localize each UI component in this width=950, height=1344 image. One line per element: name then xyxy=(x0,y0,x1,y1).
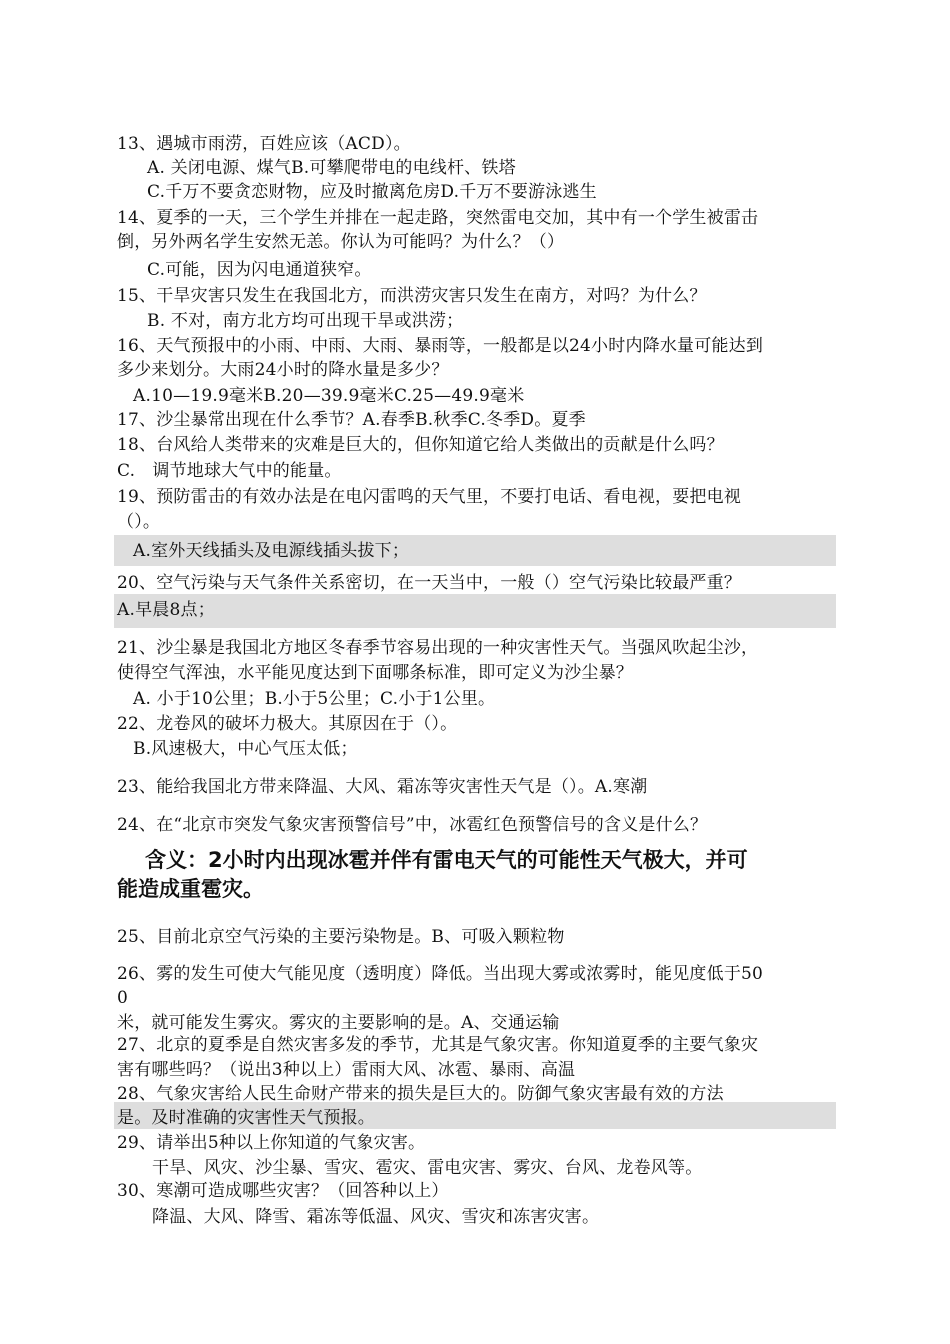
option-line: C.千万不要贪恋财物，应及时撤离危房D.千万不要游泳逃生 xyxy=(147,182,597,202)
question-21: 21、沙尘暴是我国北方地区冬春季节容易出现的一种灾害性天气。当强风吹起尘沙， xyxy=(117,638,759,658)
option-line: A.10—19.9毫米B.20—39.9毫米C.25—49.9毫米 xyxy=(133,386,525,406)
answer-line: A.早晨8点； xyxy=(117,600,215,620)
answer-line: C.可能，因为闪电通道狭窄。 xyxy=(147,260,372,280)
question-line: 使得空气浑浊，水平能见度达到下面哪条标准，即可定义为沙尘暴？ xyxy=(117,663,633,683)
answer-line: B.风速极大，中心气压太低； xyxy=(133,739,358,759)
question-line: 倒，另外两名学生安然无恙。你认为可能吗？为什么？（） xyxy=(117,232,565,252)
question-17: 17、沙尘暴常出现在什么季节？A.春季B.秋季C.冬季D。夏季 xyxy=(117,410,586,430)
question-20: 20、空气污染与天气条件关系密切，在一天当中，一般（）空气污染比较最严重？ xyxy=(117,573,742,593)
question-line: 多少来划分。大雨24小时的降水量是多少？ xyxy=(117,360,449,380)
question-29: 29、请举出5种以上你知道的气象灾害。 xyxy=(117,1133,426,1153)
answer-line: 是。及时准确的灾害性天气预报。 xyxy=(117,1108,375,1128)
question-13: 13、遇城市雨涝，百姓应该（ACD）。 xyxy=(117,134,411,154)
question-15: 15、干旱灾害只发生在我国北方，而洪涝灾害只发生在南方，对吗？为什么？ xyxy=(117,286,707,306)
question-25: 25、目前北京空气污染的主要污染物是。B、可吸入颗粒物 xyxy=(117,927,565,947)
answer-line: A.室外天线插头及电源线插头拔下； xyxy=(133,541,410,561)
question-22: 22、龙卷风的破坏力极大。其原因在于（）。 xyxy=(117,714,458,734)
bold-answer-line: 含义：2小时内出现冰雹并伴有雷电天气的可能性天气极大，并可 xyxy=(145,848,748,872)
question-23: 23、能给我国北方带来降温、大风、霜冻等灾害性天气是（）。A.寒潮 xyxy=(117,777,648,797)
question-27: 27、北京的夏季是自然灾害多发的季节，尤其是气象灾害。你知道夏季的主要气象灾 xyxy=(117,1035,759,1055)
question-line: 害有哪些吗？（说出3种以上）雷雨大风、冰雹、暴雨、高温 xyxy=(117,1060,576,1080)
option-line: A. 小于10公里；B.小于5公里；C.小于1公里。 xyxy=(133,689,496,709)
question-18: 18、台风给人类带来的灾难是巨大的，但你知道它给人类做出的贡献是什么吗？ xyxy=(117,435,724,455)
question-30: 30、寒潮可造成哪些灾害？（回答种以上） xyxy=(117,1181,449,1201)
question-28: 28、气象灾害给人民生命财产带来的损失是巨大的。防御气象灾害最有效的方法 xyxy=(117,1084,724,1104)
question-26: 26、雾的发生可使大气能见度（透明度）降低。当出现大雾或浓雾时，能见度低于50 xyxy=(117,964,764,984)
answer-line: B. 不对，南方北方均可出现干旱或洪涝； xyxy=(147,311,464,331)
highlight-band xyxy=(114,594,836,628)
option-line: A. 关闭电源、煤气B.可攀爬带电的电线杆、铁塔 xyxy=(147,158,516,178)
question-line: 米，就可能发生雾灾。雾灾的主要影响的是。A、交通运输 xyxy=(117,1013,560,1033)
bold-answer-line: 能造成重雹灾。 xyxy=(117,877,264,901)
question-16: 16、天气预报中的小雨、中雨、大雨、暴雨等，一般都是以24小时内降水量可能达到 xyxy=(117,336,764,356)
question-line: （）。 xyxy=(117,512,161,532)
answer-line: C. 调节地球大气中的能量。 xyxy=(117,461,342,481)
question-line: 0 xyxy=(117,988,129,1008)
question-14: 14、夏季的一天，三个学生并排在一起走路，突然雷电交加，其中有一个学生被雷击 xyxy=(117,208,759,228)
question-24: 24、在“北京市突发气象灾害预警信号”中，冰雹红色预警信号的含义是什么？ xyxy=(117,815,708,835)
answer-line: 降温、大风、降雪、霜冻等低温、风灾、雪灾和冻害灾害。 xyxy=(152,1207,600,1227)
question-19: 19、预防雷击的有效办法是在电闪雷鸣的天气里，不要打电话、看电视，要把电视 xyxy=(117,487,742,507)
answer-line: 干旱、风灾、沙尘暴、雪灾、雹灾、雷电灾害、雾灾、台风、龙卷风等。 xyxy=(152,1158,703,1178)
